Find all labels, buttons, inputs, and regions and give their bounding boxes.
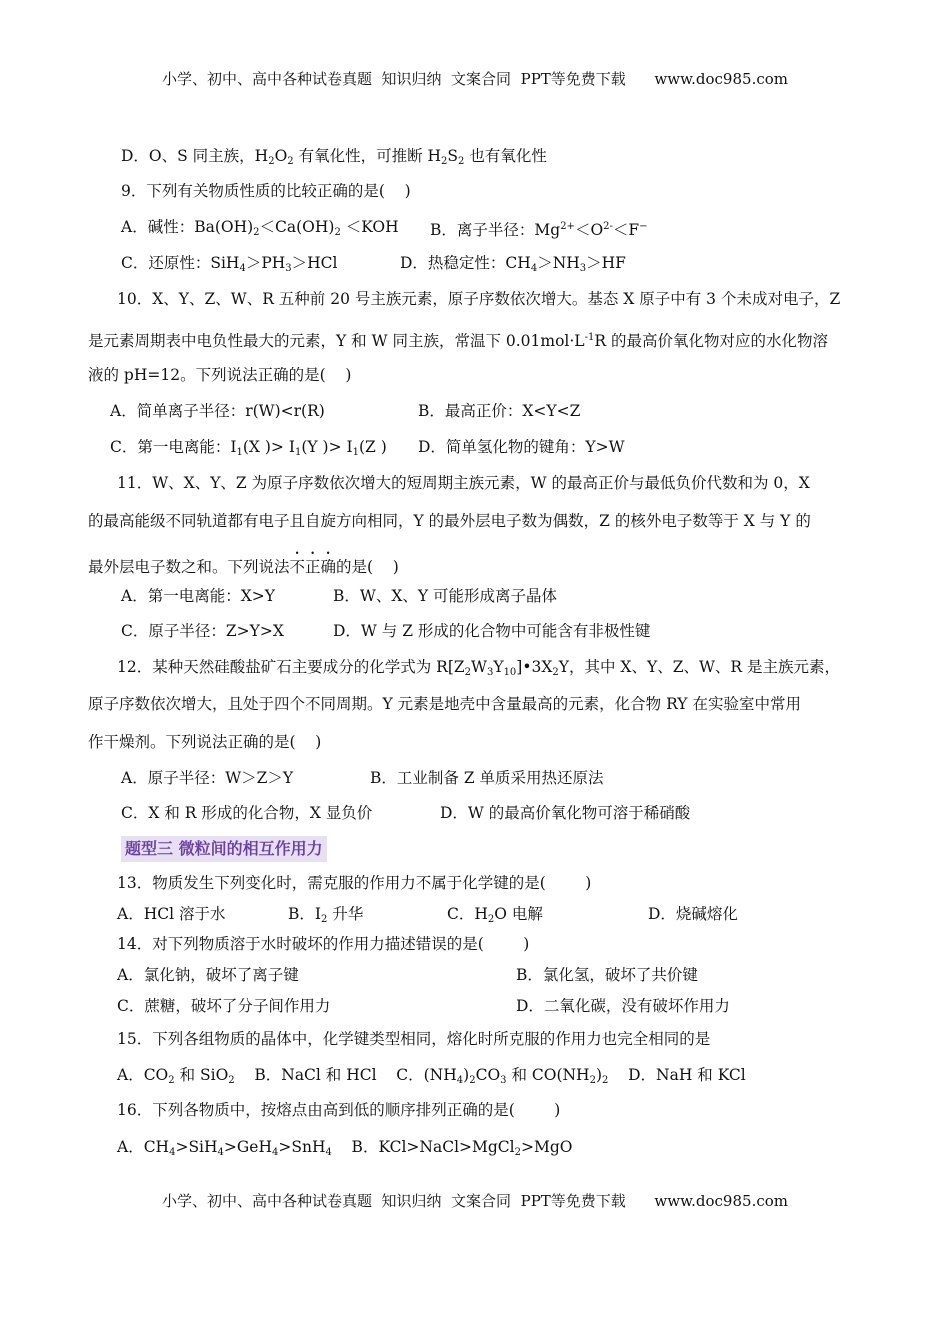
q10-line-1: 10．X、Y、Z、W、R 五种前 20 号主族元素，原子序数依次增大。基态 X 原子中有 3 个未成对电子，Z: [117, 290, 841, 308]
q11-line-1: 11．W、X、Y、Z 为原子序数依次增大的短周期主族元素，W 的最高正价与最低负价代数和为 0，X: [117, 474, 810, 492]
q12-line-3: 作干燥剂。下列说法正确的是( ): [88, 733, 322, 751]
q9-option-a: A．碱性：$Ba(OH)_2<Ca(OH)_2 <KOH$: [121, 218, 399, 238]
q14-option-b: B．氯化氢，破坏了共价键: [516, 966, 698, 984]
q15-options: A．$CO_2$ 和 SiO$_2$ B．NaCl 和 HCl C．$(NH_4)_2CO_3$ 和 $CO(NH_2)_2$ D．NaH 和 KCl: [117, 1066, 746, 1086]
q9-stem: 9．下列有关物质性质的比较正确的是( ): [121, 182, 411, 200]
q14-option-a: A．氯化钠，破坏了离子键: [117, 966, 299, 984]
q11-option-a: A．第一电离能：X>Y: [121, 587, 275, 605]
q10-option-d: D．简单氢化物的键角：Y>W: [418, 438, 625, 456]
q13-stem: 13．物质发生下列变化时，需克服的作用力不属于化学键的是( ): [117, 874, 592, 892]
q11-option-d: D．W 与 Z 形成的化合物中可能含有非极性键: [333, 622, 651, 640]
q13-option-a: A．HCl 溶于水: [117, 905, 226, 923]
q10-option-b: B．最高正价：X<Y<Z: [418, 402, 581, 420]
q10-line-2: 是元素周期表中电负性最大的元素，Y 和 W 同主族，常温下 $0.01mol\cdot L^{-1}R$ 的最高价氧化物对应的水化物溶: [88, 332, 828, 350]
q10-option-c: C．第一电离能：$I_1(X$ )> $I_1(Y$ )> $I_1(Z$ ): [110, 438, 387, 458]
q10-option-a: A．简单离子半径：r(W)<r(R): [110, 402, 325, 420]
q11-line-3: 最外层电子数之和。下列说法不正确的是( ): [88, 558, 399, 576]
q12-line-2: 原子序数依次增大，且处于四个不同周期。Y 元素是地壳中含量最高的元素，化合物 RY 在实验室中常用: [88, 695, 801, 713]
q12-option-d: D．W 的最高价氧化物可溶于稀硝酸: [440, 804, 691, 822]
q12-option-b: B．工业制备 Z 单质采用热还原法: [370, 769, 604, 787]
q15-stem: 15．下列各组物质的晶体中，化学键类型相同，熔化时所克服的作用力也完全相同的是: [117, 1030, 711, 1048]
q13-option-c: C．$H_2O$ 电解: [447, 905, 543, 925]
section-title: 题型三 微粒间的相互作用力: [121, 836, 327, 862]
q9-option-b: B．离子半径：$Mg^{2+}<O^{2-}<F^-$: [430, 221, 648, 239]
q9-option-d: D．热稳定性：$CH_4>NH_3>HF$: [400, 254, 626, 274]
q11-option-c: C．原子半径：Z>Y>X: [121, 622, 284, 640]
page-header: 小学、初中、高中各种试卷真题 知识归纳 文案合同 PPT等免费下载 www.doc985.com: [161, 70, 788, 88]
q11-line-2: 的最高能级不同轨道都有电子且自旋方向相同，Y 的最外层电子数为偶数，Z 的核外电子数等于 X 与 Y 的: [88, 512, 811, 530]
q14-option-c: C．蔗糖，破坏了分子间作用力: [117, 997, 331, 1015]
q10-line-3: 液的 pH=12。下列说法正确的是( ): [88, 366, 352, 384]
q9-option-c: C．还原性：$SiH_4>PH_3>HCl$: [121, 254, 338, 274]
emphasis-not-correct: 不正确: [289, 558, 337, 576]
q12-option-a: A．原子半径：W＞Z＞Y: [121, 769, 294, 787]
page-footer: 小学、初中、高中各种试卷真题 知识归纳 文案合同 PPT等免费下载 www.doc985.com: [161, 1192, 788, 1210]
q16-options: A．$CH_4>SiH_4>GeH_4>SnH_4$ B．KCl>NaCl>MgCl$_2$>MgO: [117, 1138, 573, 1158]
q12-option-c: C．X 和 R 形成的化合物，X 显负价: [121, 804, 373, 822]
q12-line-1: 12．某种天然硅酸盐矿石主要成分的化学式为 $R[Z_2W_3Y_{10}]•3X_2Y$，其中 X、Y、Z、W、R 是主族元素，: [117, 658, 840, 678]
q13-option-d: D．烧碱熔化: [648, 905, 738, 923]
q14-option-d: D．二氧化碳，没有破坏作用力: [516, 997, 730, 1015]
q8-option-d: D．O、S 同主族，$H_2O_2$ 有氧化性，可推断 $H_2S_2$ 也有氧化性: [121, 147, 547, 167]
q11-option-b: B．W、X、Y 可能形成离子晶体: [333, 587, 558, 605]
q13-option-b: B．$I_2$ 升华: [288, 905, 364, 925]
q14-stem: 14．对下列物质溶于水时破坏的作用力描述错误的是( ): [117, 935, 530, 953]
q16-stem: 16．下列各物质中，按熔点由高到低的顺序排列正确的是( ): [117, 1101, 561, 1119]
